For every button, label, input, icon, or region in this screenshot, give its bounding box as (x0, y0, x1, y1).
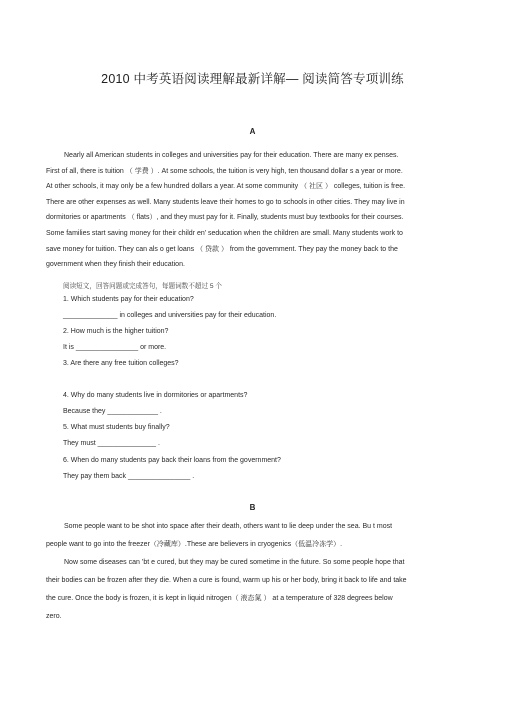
passage-line (46, 148, 459, 164)
answer-line: They pay them back ________________ . (63, 473, 195, 480)
instruction-text: 阅读短文，回答问题或完成答句，每题词数不超过 5 个 (63, 283, 222, 290)
answer-line: ______________ in colleges and universities pay for their education. (63, 312, 277, 319)
question-line: 1. Which students pay for their education? (63, 296, 194, 303)
section-a-heading: A (249, 127, 256, 136)
passage-line: their bodies can be frozen after they die. When a cure is found, warm up his or her body, bring it back to life and take (46, 577, 407, 584)
passage-line: First of all, there is tuition （ 学费 ）. At some schools, the tuition is very high, ten thousand dollar s a year or more. (46, 167, 403, 175)
section-b-passage (46, 518, 459, 626)
question-line: 3. Are there any free tuition colleges? (63, 360, 179, 367)
passage-line-text: Nearly all American students in colleges and universities pay for their education. There are many ex penses. (64, 152, 399, 159)
section-b-heading: B (249, 503, 256, 512)
section-a-passage (46, 148, 459, 273)
document-title: 2010 中考英语阅读理解最新详解— 阅读简答专项训练 (101, 72, 404, 86)
question-line: 4. Why do many students live in dormitories or apartments? (63, 392, 248, 399)
question-line: 5. What must students buy finally? (63, 424, 170, 431)
answer-line: Because they _____________ . (63, 408, 162, 415)
passage-line: people want to go into the freezer（冷藏库）.These are believers in cryogenics（低温冷冻学）. (46, 541, 343, 548)
passage-line: the cure. Once the body is frozen, it is kept in liquid nitrogen（ 液态氮 ） at a temperature of 328 degrees below (46, 595, 393, 602)
question-line: 6. When do many students pay back their loans from the government? (63, 457, 281, 464)
passage-line: government when they finish their education. (46, 261, 185, 269)
passage-line (46, 518, 459, 536)
passage-line: save money for tuition. They can als o get loans （ 贷款 ） from the government. They pay the money back to the (46, 245, 398, 253)
passage-line: At other schools, it may only be a few hundred dollars a year. At some community （ 社区 ） colleges, tuition is free. (46, 183, 406, 191)
passage-line: Some families start saving money for their childr en’ seducation when the children are small. Many students work to (46, 229, 403, 237)
passage-line: There are other expenses as well. Many students leave their homes to go to schools in other cities. They may live in (46, 198, 405, 206)
passage-line-text: Some people want to be shot into space after their death, others want to lie deep under the sea. Bu t most (64, 523, 393, 530)
answer-line: They must _______________ . (63, 440, 160, 447)
question-line: 2. How much is the higher tuition? (63, 328, 169, 335)
answer-line: It is ________________ or more. (63, 344, 167, 351)
passage-line (46, 554, 459, 572)
passage-line: zero. (46, 613, 62, 620)
passage-line-text: Now some diseases can ’bt e cured, but they may be cured sometime in the future. So some people hope that (64, 559, 405, 566)
passage-line: dormitories or apartments （ flats）, and they must pay for it. Finally, students must buy textbooks for their courses. (46, 214, 404, 222)
